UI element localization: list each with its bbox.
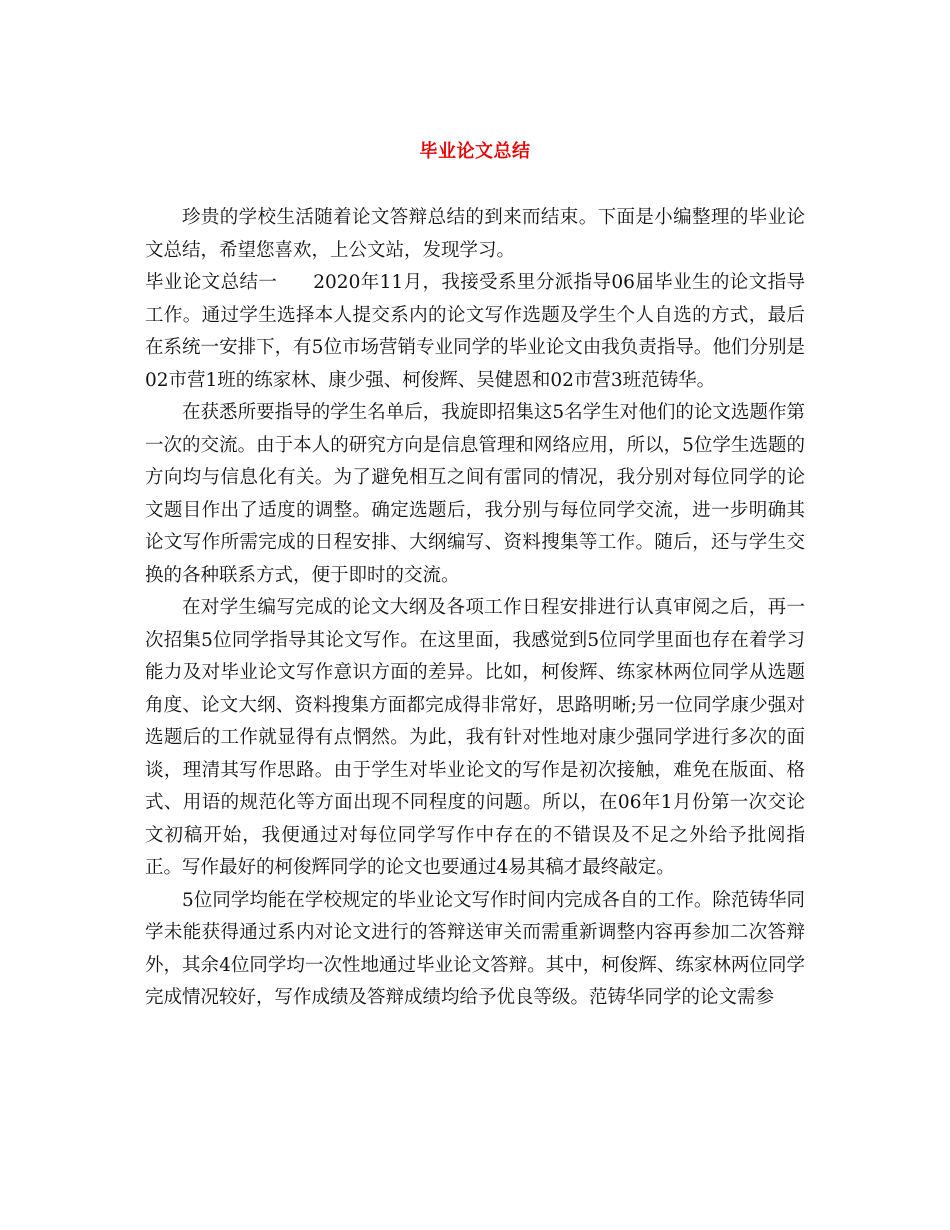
paragraph-completion: 5位同学均能在学校规定的毕业论文写作时间内完成各自的工作。除范铸华同学未能获得通过系内对论文进行的答辩送审关而需重新调整内容再参加二次答辩外，其余4位同学均一次性地通过毕业论文答辩。其中，柯俊辉、练家林两位同学完成情况较好，写作成绩及答辩成绩均给予优良等级。范铸华同学的论文需参	[145, 889, 805, 1008]
paragraph-outline-review: 在对学生编写完成的论文大纲及各项工作日程安排进行认真审阅之后，再一次招集5位同学指导其论文写作。在这里面，我感觉到5位同学里面也存在着学习能力及对毕业论文写作意识方面的差异。比如，柯俊辉、练家林两位同学从选题角度、论文大纲、资料搜集方面都完成得非常好，思路明晰;另一位同学康少强对选题后的工作就显得有点惘然。为此，我有针对性地对康少强同学进行多次的面谈，理清其写作思路。由于学生对毕业论文的写作是初次接触，难免在版面、格式、用语的规范化等方面出现不同程度的问题。所以，在06年1月份第一次交论文初稿开始，我便通过对每位同学写作中存在的不错误及不足之外给予批阅指正。写作最好的柯俊辉同学的论文也要通过4易其稿才最终敲定。	[145, 597, 805, 878]
intro-paragraph: 珍贵的学校生活随着论文答辩总结的到来而结束。下面是小编整理的毕业论文总结，希望您喜欢，上公文站，发现学习。	[145, 207, 805, 261]
document-body	[145, 202, 805, 1015]
section-one-text: 2020年11月，我接受系里分派指导06届毕业生的论文指导工作。通过学生选择本人提交系内的论文写作选题及学生个人自选的方式，最后在系统一安排下，有5位市场营销专业同学的毕业论文由我负责指导。他们分别是02市营1班的练家林、康少强、柯俊辉、吴健恩和02市营3班范铸华。	[145, 272, 805, 391]
paragraph-topic-selection: 在获悉所要指导的学生名单后，我旋即招集这5名学生对他们的论文选题作第一次的交流。由于本人的研究方向是信息管理和网络应用，所以，5位学生选题的方向均与信息化有关。为了避免相互之间有雷同的情况，我分别对每位同学的论文题目作出了适度的调整。确定选题后，我分别与每位同学交流，进一步明确其论文写作所需完成的日程安排、大纲编写、资料搜集等工作。随后，还与学生交换的各种联系方式，便于即时的交流。	[145, 402, 805, 586]
section-heading: 毕业论文总结一	[145, 272, 278, 293]
section-one-paragraph	[145, 267, 805, 397]
document-title: 毕业论文总结	[419, 141, 531, 162]
